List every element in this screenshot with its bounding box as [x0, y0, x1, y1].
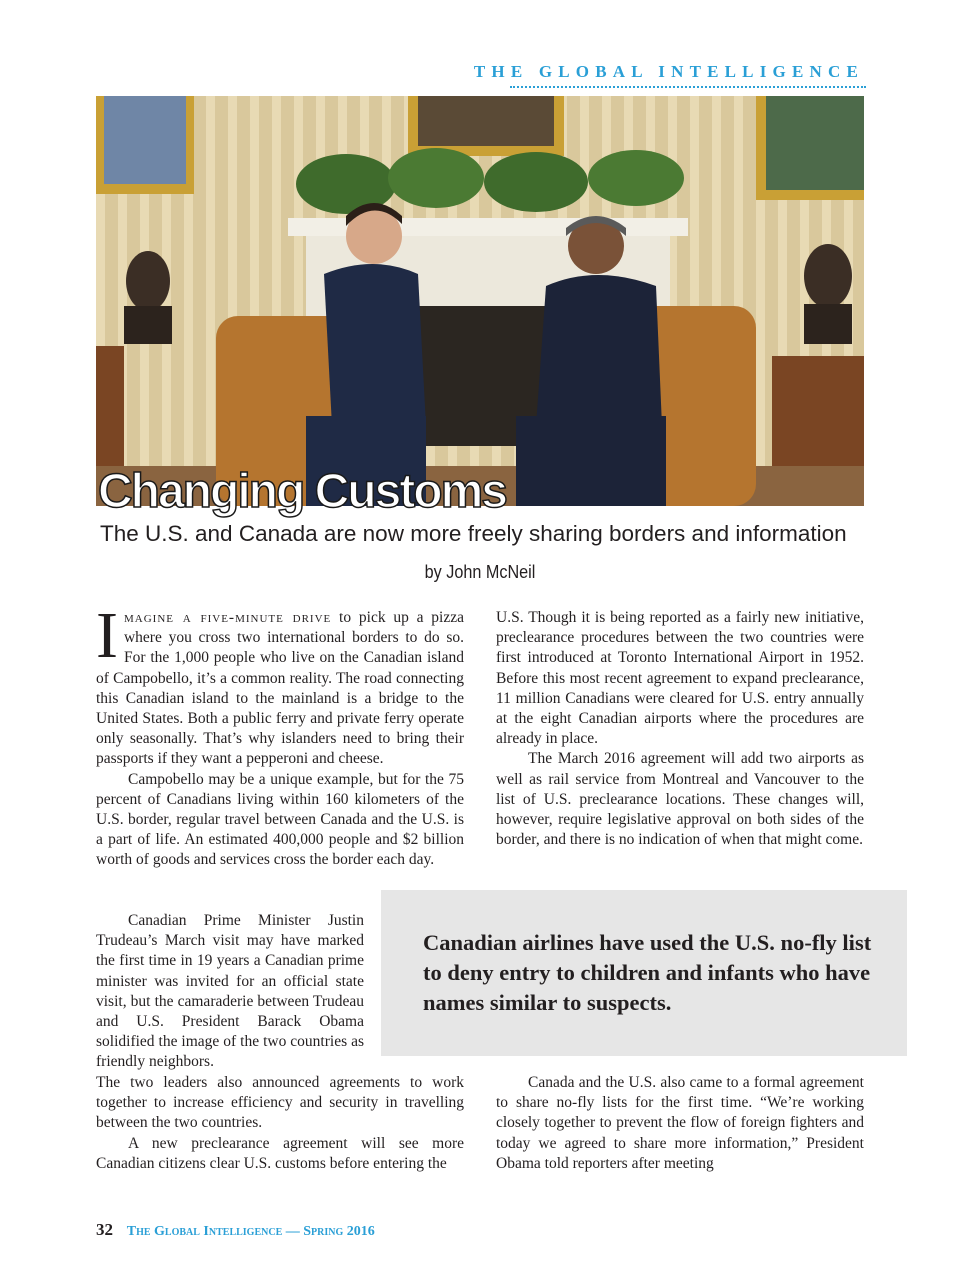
- column-1-bottom: [96, 1073, 464, 1174]
- section-label: THE GLOBAL INTELLIGENCE: [473, 62, 864, 81]
- page-number: 32: [96, 1220, 113, 1239]
- article-photo: [96, 96, 864, 506]
- publication-name: The Global Intelligence — Spring 2016: [126, 1224, 375, 1239]
- paragraph-4: A new preclearance agreement will see more Canadian citizens clear U.S. customs before entering the: [96, 1134, 464, 1172]
- photo-oval-office-meeting-icon: [96, 96, 864, 506]
- paragraph-2: Campobello may be a unique example, but for the 75 percent of Canadians living within 160 kilometers of the U.S. border, regular travel between Canada and the U.S. is a part of life. An estimated 400,000 people and $2 billion worth of goods and services cross the border each day.: [96, 770, 464, 869]
- column-2-top: [496, 608, 864, 850]
- paragraph-7: Canada and the U.S. also came to a formal agreement to share no-fly lists for the first time. “We’re working closely together to prevent the flow of foreign fighters and today we agreed to share more information,” President Obama told reporters after meeting: [496, 1074, 864, 1172]
- pull-quote: Canadian airlines have used the U.S. no-fly list to deny entry to children and infants who have names similar to suspects.: [381, 890, 907, 1056]
- paragraph-1-text: to pick up a pizza where you cross two international borders to do so. For the 1,000 people who live on the Canadian island of Campobello, it’s a common reality. The road connecting this Canadian island to the mainland is a bridge to the United States. Both a public ferry and private ferry operate only seasonally. That’s why islanders need to bring their passports if they want a pepperoni and cheese.: [96, 609, 464, 768]
- byline: by John McNeil: [424, 562, 536, 582]
- page-footer: [96, 1220, 375, 1240]
- drop-cap: I: [96, 599, 118, 672]
- paragraph-5: U.S. Though it is being reported as a fairly new initiative, preclearance procedures between the two countries were first introduced at Toronto International Airport in 1952. Before this most recent agreement to expand preclearance, 11 million Canadians were cleared for U.S. entry annually at the eight Canadian airports where the procedures are already in place.: [496, 609, 864, 748]
- lead-smallcaps: magine a five-minute drive: [123, 609, 332, 626]
- paragraph-6: The March 2016 agreement will add two airports as well as rail service from Montreal and Vancouver to the list of U.S. preclearance locations. These changes will, however, require legislative approval on both sides of the border, and there is no indication of when that might come.: [496, 750, 864, 849]
- article-subtitle: The U.S. and Canada are now more freely sharing borders and information: [100, 521, 847, 546]
- column-1-top: [96, 599, 464, 872]
- header-rule: [510, 86, 866, 88]
- paragraph-1: [96, 599, 464, 770]
- paragraph-3: Canadian Prime Minister Justin Trudeau’s March visit may have marked the first time in 19 years a Canadian prime minister was invited for an official state visit, but the camaraderie between Trudeau and U.S. President Barack Obama solidified the image of the two countries as friendly neighbors.: [96, 912, 364, 1071]
- column-1-narrow: [96, 911, 364, 1073]
- paragraph-3-continued: The two leaders also announced agreements to work together to increase efficiency and security in travelling between the two countries.: [96, 1074, 464, 1132]
- article-title: Changing Customs: [98, 465, 506, 518]
- column-2-bottom: [496, 1073, 864, 1174]
